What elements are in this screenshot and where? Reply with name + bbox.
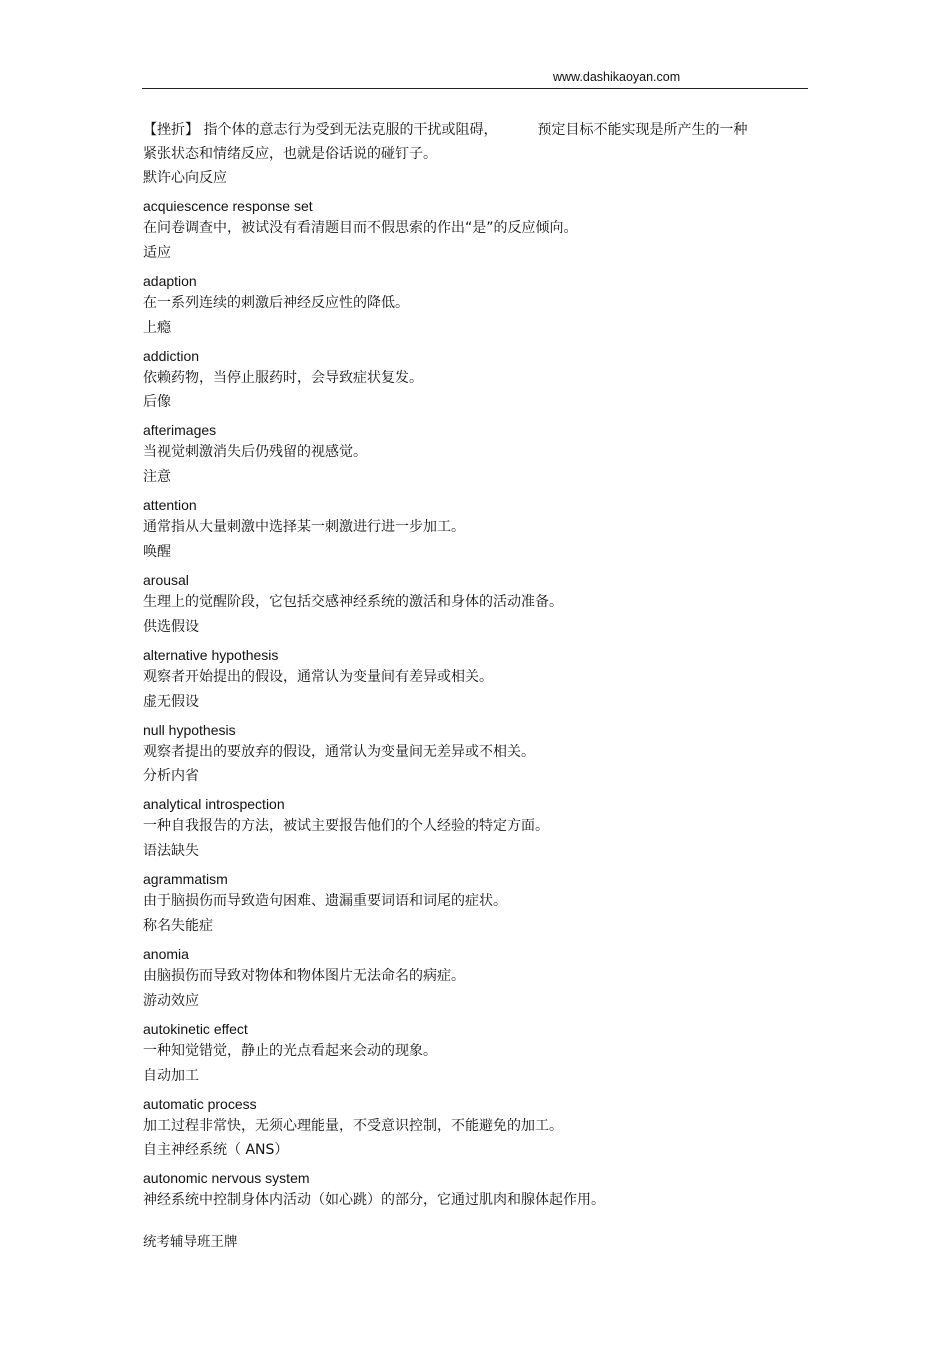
- term-definition: 由脑损伤而导致对物体和物体图片无法命名的病症。: [143, 967, 465, 984]
- glossary-entry: [143, 390, 803, 465]
- intro-line2: 紧张状态和情绪反应，也就是俗话说的碰钉子。: [143, 146, 437, 162]
- term-english: automatic process: [143, 1095, 257, 1112]
- term-definition: 由于脑损伤而导致造句困难、遗漏重要词语和词尾的症状。: [143, 893, 507, 910]
- term-english: autonomic nervous system: [143, 1170, 310, 1187]
- term-english: anomia: [143, 945, 189, 962]
- glossary-entry: [143, 1064, 803, 1139]
- glossary-entry: [143, 839, 803, 914]
- term-chinese: 适应: [143, 244, 171, 261]
- term-english: agrammatism: [143, 871, 228, 888]
- term-chinese: 游动效应: [143, 992, 199, 1009]
- glossary-entry: [143, 914, 803, 989]
- term-chinese: 供选假设: [143, 618, 199, 635]
- term-definition: 神经系统中控制身体内活动（如心跳）的部分，它通过肌肉和腺体起作用。: [143, 1192, 605, 1209]
- term-chinese: 注意: [143, 469, 171, 486]
- glossary-entry: [143, 465, 803, 540]
- term-english: attention: [143, 497, 197, 514]
- intro-line1-part1: 【挫折】 指个体的意志行为受到无法克服的干扰或阻碍，: [143, 122, 498, 138]
- glossary-entry: [143, 166, 803, 241]
- term-definition: 观察者提出的要放弃的假设，通常认为变量间无差异或不相关。: [143, 743, 535, 760]
- term-english: alternative hypothesis: [143, 646, 279, 663]
- term-english: adaption: [143, 272, 197, 289]
- intro-paragraph: [143, 118, 803, 166]
- term-definition: 一种自我报告的方法，被试主要报告他们的个人经验的特定方面。: [143, 818, 549, 835]
- glossary-entry: [143, 690, 803, 765]
- intro-line1-part2: 预定目标不能实现是所产生的一种: [537, 122, 748, 138]
- glossary-entry: [143, 241, 803, 316]
- term-definition: 通常指从大量刺激中选择某一刺激进行进一步加工。: [143, 519, 465, 536]
- glossary-entry: [143, 764, 803, 839]
- term-english: addiction: [143, 347, 200, 364]
- term-chinese: 虚无假设: [143, 693, 199, 710]
- term-definition: 在问卷调查中，被试没有看清题目而不假思索的作出“是”的反应倾向。: [143, 220, 578, 236]
- term-english: null hypothesis: [143, 721, 236, 738]
- glossary-entry: [143, 316, 803, 391]
- term-english: arousal: [143, 571, 189, 588]
- term-english: afterimages: [143, 422, 217, 439]
- term-definition: 在一系列连续的刺激后神经反应性的降低。: [143, 294, 409, 311]
- term-definition: 依赖药物，当停止服药时，会导致症状复发。: [143, 369, 423, 386]
- term-chinese: 后像: [143, 394, 171, 411]
- glossary-entry: [143, 540, 803, 615]
- term-definition: 生理上的觉醒阶段，它包括交感神经系统的激活和身体的活动准备。: [143, 593, 563, 610]
- term-chinese: 语法缺失: [143, 843, 199, 860]
- glossary-entry: [143, 989, 803, 1064]
- header-url: www.dashikaoyan.com: [553, 70, 681, 84]
- term-definition: 一种知觉错觉，静止的光点看起来会动的现象。: [143, 1042, 437, 1059]
- term-chinese: 唤醒: [143, 543, 171, 560]
- term-chinese: 分析内省: [143, 768, 199, 785]
- term-chinese: 自主神经系统（ ANS）: [143, 1142, 289, 1159]
- term-definition: 观察者开始提出的假设，通常认为变量间有差异或相关。: [143, 668, 493, 685]
- term-chinese: 自动加工: [143, 1067, 199, 1084]
- glossary-entries: [143, 166, 803, 1213]
- glossary-entry: [143, 1138, 803, 1213]
- term-english: analytical introspection: [143, 796, 285, 813]
- term-definition: 加工过程非常快，无须心理能量，不受意识控制，不能避免的加工。: [143, 1117, 563, 1134]
- footer-text: 统考辅导班王牌: [143, 1234, 238, 1250]
- term-english: acquiescence response set: [143, 198, 313, 214]
- term-chinese: 默许心向反应: [143, 170, 227, 186]
- term-english: autokinetic effect: [143, 1020, 248, 1037]
- term-chinese: 上瘾: [143, 319, 171, 336]
- header-rule: [142, 88, 808, 89]
- term-chinese: 称名失能症: [143, 917, 213, 934]
- glossary-entry: [143, 615, 803, 690]
- term-definition: 当视觉刺激消失后仍残留的视感觉。: [143, 444, 367, 461]
